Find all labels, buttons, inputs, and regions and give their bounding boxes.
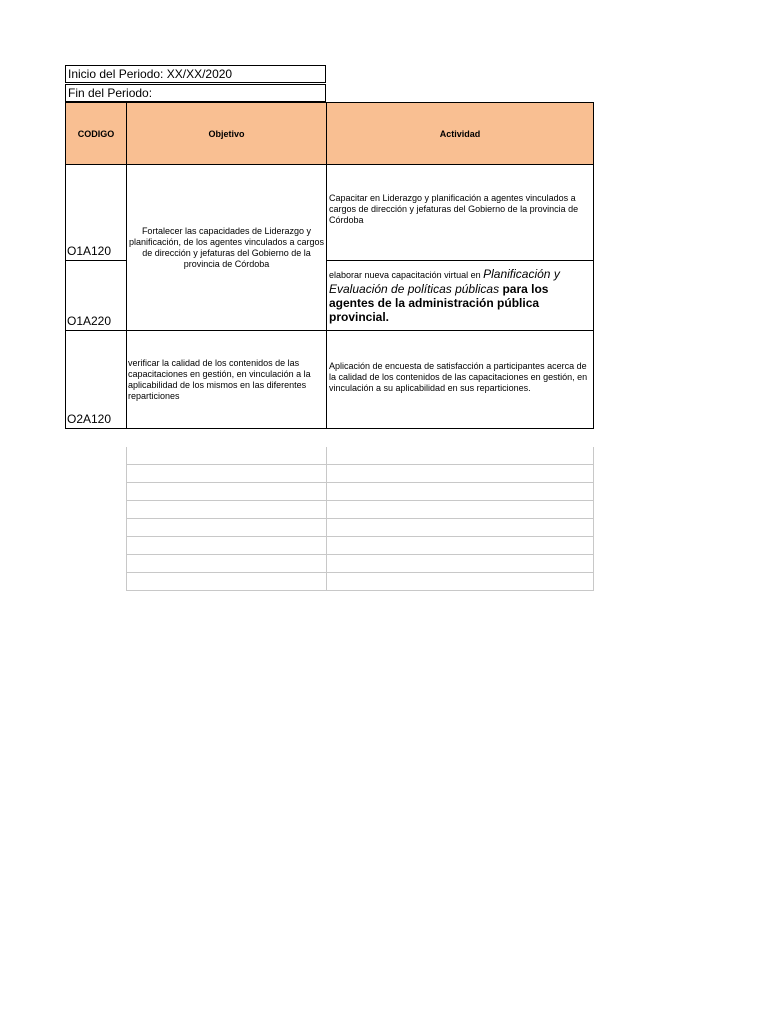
grid-cell <box>127 501 327 519</box>
grid-cell <box>327 555 594 573</box>
codigo-cell: O1A120 <box>66 165 127 261</box>
grid-cell <box>127 537 327 555</box>
table-row <box>66 165 594 261</box>
codigo-cell: O1A220 <box>66 261 127 331</box>
column-header-objetivo: Objetivo <box>127 103 327 165</box>
objetivo-cell: verificar la calidad de los contenidos de las capacitaciones en gestión, en vinculación a la aplicabilidad de los mismos en las diferentes reparticiones <box>127 331 327 429</box>
period-end-cell: Fin del Periodo: <box>65 84 326 102</box>
grid-cell <box>327 483 594 501</box>
grid-cell <box>127 447 327 465</box>
empty-grid <box>126 447 594 591</box>
grid-cell <box>127 519 327 537</box>
grid-row <box>127 501 594 519</box>
grid-row <box>127 519 594 537</box>
grid-cell <box>127 555 327 573</box>
grid-cell <box>327 537 594 555</box>
grid-cell <box>327 573 594 591</box>
actividad-text-bold: para los agentes de la administración pública provincial. <box>329 282 549 324</box>
actividad-text-plain: elaborar nueva capacitación virtual en <box>329 270 484 280</box>
grid-cell <box>127 465 327 483</box>
grid-cell <box>327 519 594 537</box>
column-header-actividad: Actividad <box>327 103 594 165</box>
table-header-row <box>66 103 594 165</box>
period-start-cell: Inicio del Periodo: XX/XX/2020 <box>65 65 326 83</box>
grid-cell <box>327 465 594 483</box>
actividad-cell: Aplicación de encuesta de satisfacción a participantes acerca de la calidad de los contenidos de las capacitaciones en gestión, en vinculación a su aplicabilidad en sus reparticiones. <box>327 331 594 429</box>
grid-row <box>127 447 594 465</box>
column-header-codigo: CODIGO <box>66 103 127 165</box>
grid-cell <box>127 573 327 591</box>
grid-row <box>127 555 594 573</box>
actividad-cell <box>327 261 594 331</box>
grid-row <box>127 483 594 501</box>
objetivo-cell: Fortalecer las capacidades de Liderazgo y planificación, de los agentes vinculados a cargos de dirección y jefaturas del Gobierno de la provincia de Córdoba <box>127 165 327 331</box>
grid-cell <box>327 447 594 465</box>
activities-table <box>65 102 594 429</box>
actividad-cell: Capacitar en Liderazgo y planificación a agentes vinculados a cargos de dirección y jefaturas del Gobierno de la provincia de Córdoba <box>327 165 594 261</box>
grid-cell <box>127 483 327 501</box>
actividad-text-italic: Planificación y Evaluación de políticas públicas <box>329 267 560 296</box>
grid-row <box>127 573 594 591</box>
grid-row <box>127 537 594 555</box>
codigo-cell: O2A120 <box>66 331 127 429</box>
grid-cell <box>327 501 594 519</box>
grid-row <box>127 465 594 483</box>
table-row <box>66 331 594 429</box>
